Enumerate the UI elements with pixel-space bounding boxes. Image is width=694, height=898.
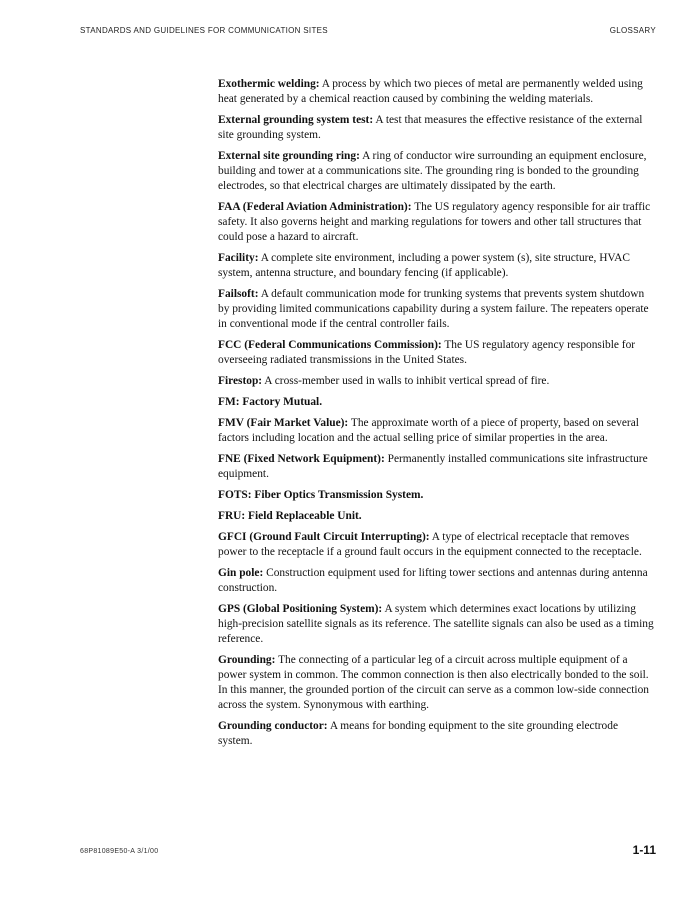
running-header-section: GLOSSARY <box>609 26 656 35</box>
footer-document-id: 68P81089E50-A 3/1/00 <box>80 848 159 855</box>
glossary-entry <box>218 149 654 194</box>
glossary-term: Gin pole: <box>218 567 264 579</box>
glossary-definition: The US regulatory agency responsible for air traffic safety. It also governs height and marking regulations for towers and other tall structures that could pose a hazard to aircraft. <box>218 201 651 243</box>
glossary-definition: Construction equipment used for lifting tower sections and antennas during antenna construction. <box>218 567 648 594</box>
glossary-definition: The approximate worth of a piece of property, based on several factors including location and the actual selling price of similar properties in the area. <box>218 417 639 444</box>
glossary-entry <box>218 338 654 368</box>
glossary-entry <box>218 395 654 410</box>
glossary-term: Exothermic welding: <box>218 78 320 90</box>
glossary-definition: A means for bonding equipment to the site grounding electrode system. <box>218 720 619 747</box>
glossary-entry <box>218 509 654 524</box>
glossary-entry <box>218 602 654 647</box>
glossary-entry <box>218 719 654 749</box>
glossary-entry <box>218 566 654 596</box>
glossary-entry <box>218 530 654 560</box>
glossary-term: FOTS: Fiber Optics Transmission System. <box>218 489 424 501</box>
glossary-definition: A complete site environment, including a power system (s), site structure, HVAC system, antenna structure, and boundary fencing (if applicable). <box>218 252 631 279</box>
glossary-entry <box>218 251 654 281</box>
glossary-definition: A test that measures the effective resistance of the external site grounding system. <box>218 114 643 141</box>
glossary-term: External grounding system test: <box>218 114 374 126</box>
glossary-definition: The US regulatory agency responsible for overseeing radiated transmissions in the United States. <box>218 339 636 366</box>
glossary-term: Grounding: <box>218 654 276 666</box>
glossary-definition: The connecting of a particular leg of a circuit across multiple equipment of a power system in common. The common connection is then also electrically bonded to the soil. In this manner, the grounded portion of the circuit can serve as a common low-side connection across the system. Synonymous with earthing. <box>218 654 649 711</box>
glossary-entry <box>218 653 654 713</box>
glossary-definition: A default communication mode for trunking systems that prevents system shutdown by providing limited communications capability during a system failure. The repeaters operate in conventional mode if the central controller fails. <box>218 288 649 330</box>
glossary-entry <box>218 452 654 482</box>
glossary-term: Failsoft: <box>218 288 259 300</box>
glossary-entry <box>218 77 654 107</box>
glossary-term: FRU: Field Replaceable Unit. <box>218 510 362 522</box>
glossary-term: FNE (Fixed Network Equipment): <box>218 453 385 465</box>
glossary-term: Facility: <box>218 252 259 264</box>
glossary-definition: A type of electrical receptacle that removes power to the receptacle if a ground fault occurs in the equipment connected to the receptacle. <box>218 531 642 558</box>
glossary-definition: A ring of conductor wire surrounding an equipment enclosure, building and tower at a communications site. The grounding ring is bonded to the grounding electrodes, so that electrical charges are ultimately dissipated by the earth. <box>218 150 647 192</box>
glossary-entries <box>218 77 654 755</box>
glossary-term: GFCI (Ground Fault Circuit Interrupting): <box>218 531 430 543</box>
glossary-entry <box>218 488 654 503</box>
glossary-term: FAA (Federal Aviation Administration): <box>218 201 412 213</box>
running-header-title: STANDARDS AND GUIDELINES FOR COMMUNICATION SITES <box>80 26 328 35</box>
glossary-entry <box>218 374 654 389</box>
glossary-term: FM: Factory Mutual. <box>218 396 323 408</box>
glossary-definition: A system which determines exact locations by utilizing high-precision satellite signals as its reference. The satellite signals can also be used as a timing reference. <box>218 603 654 645</box>
glossary-entry <box>218 200 654 245</box>
glossary-term: Grounding conductor: <box>218 720 328 732</box>
glossary-term: FCC (Federal Communications Commission): <box>218 339 442 351</box>
glossary-definition: A process by which two pieces of metal are permanently welded using heat generated by a chemical reaction caused by combining the welding materials. <box>218 78 643 105</box>
glossary-term: FMV (Fair Market Value): <box>218 417 349 429</box>
glossary-definition: Permanently installed communications site infrastructure equipment. <box>218 453 648 480</box>
page-number: 1-11 <box>632 843 656 857</box>
glossary-term: Firestop: <box>218 375 263 387</box>
glossary-definition: A cross-member used in walls to inhibit vertical spread of fire. <box>264 375 550 387</box>
glossary-term: GPS (Global Positioning System): <box>218 603 383 615</box>
glossary-entry <box>218 113 654 143</box>
glossary-entry <box>218 287 654 332</box>
glossary-term: External site grounding ring: <box>218 150 360 162</box>
glossary-entry <box>218 416 654 446</box>
